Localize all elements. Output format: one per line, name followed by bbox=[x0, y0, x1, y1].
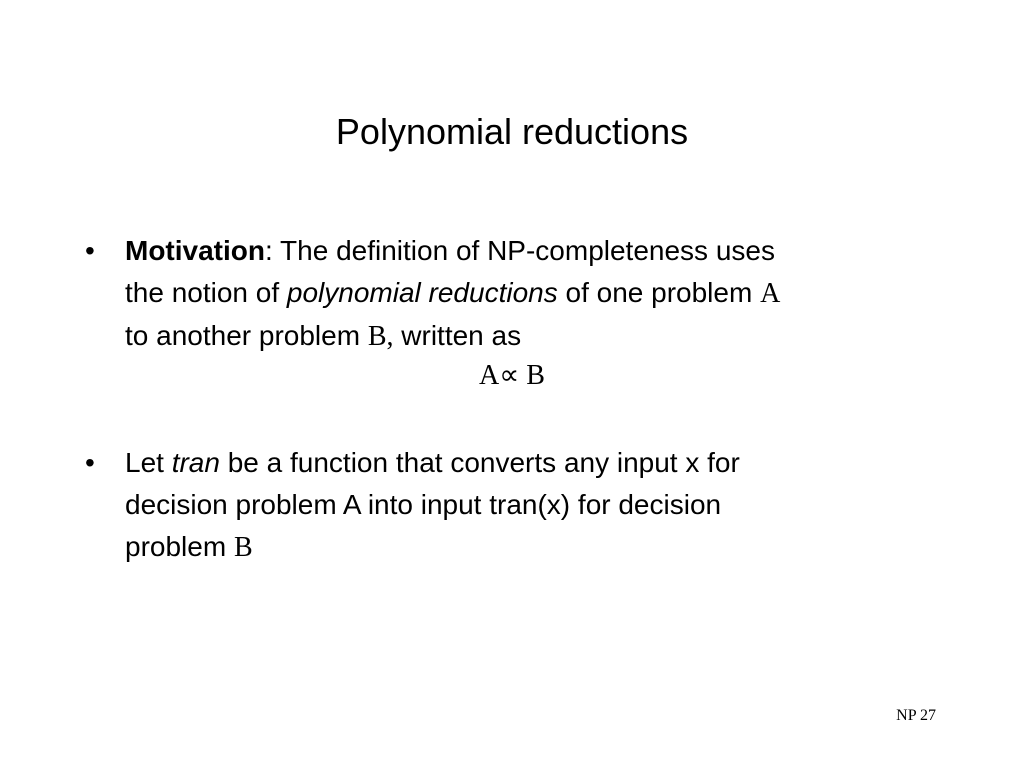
bullet-line bbox=[125, 272, 930, 315]
reduction-formula bbox=[0, 355, 1024, 397]
bullet-line bbox=[125, 315, 930, 358]
bullet-text-span: to another problem bbox=[125, 320, 368, 351]
bullet-text-span: be a function that converts any input x for bbox=[219, 447, 740, 478]
bullet-text-span: written as bbox=[393, 320, 522, 351]
problem-variable: A bbox=[760, 278, 781, 309]
bullet-text-span: : The definition of NP-completeness uses bbox=[265, 235, 775, 266]
bullet-line bbox=[125, 526, 930, 569]
proportional-symbol: ∝ bbox=[499, 360, 520, 391]
bullet-text-span: of one problem bbox=[557, 277, 761, 308]
problem-variable: B, bbox=[367, 321, 394, 352]
bullet-italic-term: polynomial reductions bbox=[286, 277, 558, 308]
bullet-text-span: the notion of bbox=[125, 277, 287, 308]
page-number: NP 27 bbox=[896, 707, 936, 724]
bullet-marker: • bbox=[85, 447, 95, 478]
formula-right: B bbox=[519, 360, 545, 391]
slide-title: Polynomial reductions bbox=[335, 111, 689, 152]
bullet-line bbox=[125, 230, 930, 272]
bullet-text bbox=[125, 442, 930, 569]
bullet-text-span: Let bbox=[125, 447, 172, 478]
bullet-line: decision problem A into input tran(x) for decision bbox=[125, 489, 722, 520]
bullet-text bbox=[125, 230, 930, 358]
problem-variable: B bbox=[233, 532, 253, 563]
bullet-marker: • bbox=[85, 235, 95, 266]
bullet-line bbox=[125, 442, 930, 484]
bullet-lead-bold: Motivation bbox=[125, 235, 265, 266]
bullet-text-span: problem bbox=[125, 531, 234, 562]
bullet-italic-term: tran bbox=[171, 447, 220, 478]
formula-left: A bbox=[479, 360, 500, 391]
